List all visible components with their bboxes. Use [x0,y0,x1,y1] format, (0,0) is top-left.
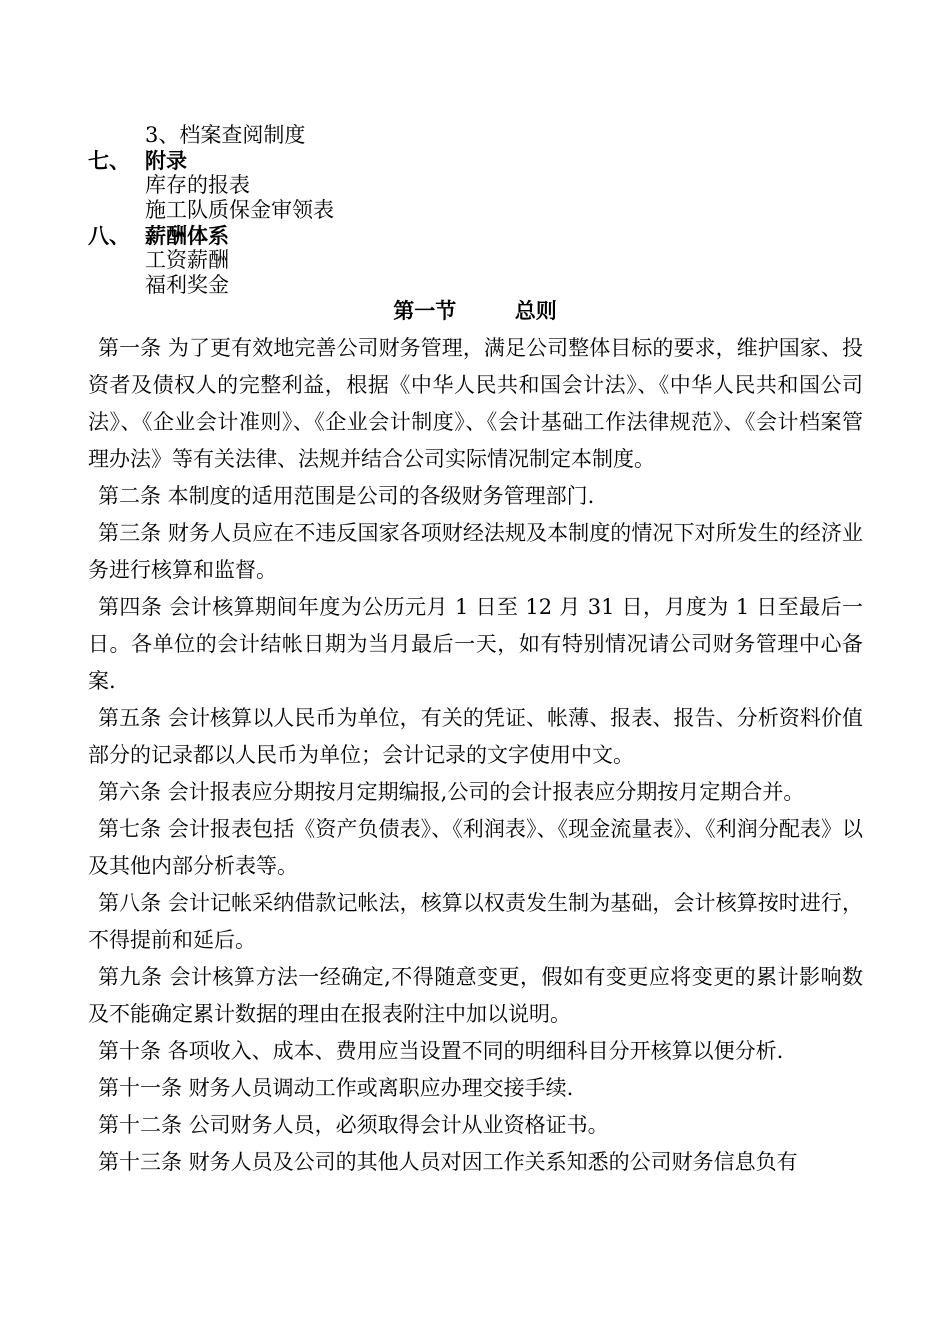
toc-item-bonus: 福利奖金 [145,273,229,297]
article-7: 第七条 会计报表包括《资产负债表》、《利润表》、《现金流量表》、《利润分配表》以及其他内部分析表等。 [88,817,863,878]
article-list [88,330,863,1181]
toc-section-8-title: 薪酬体系 [145,223,229,248]
article-3: 第三条 财务人员应在不违反国家各项财经法规及本制度的情况下对所发生的经济业务进行核算和监督。 [88,521,863,582]
article-2: 第二条 本制度的适用范围是公司的各级财务管理部门. [98,484,595,508]
article-9: 第九条 会计核算方法一经确定,不得随意变更，假如有变更应将变更的累计影响数及不能确定累计数据的理由在报表附注中加以说明。 [88,965,863,1026]
section-title: 第一节 总则 [393,298,557,323]
toc-section-7-number: 七、 [88,148,130,173]
article-6: 第六条 会计报表应分期按月定期编报,公司的会计报表应分期按月定期合并。 [98,780,805,804]
toc-item-deposit-form: 施工队质保金审领表 [145,198,334,222]
toc-item-inventory-report: 库存的报表 [145,173,250,197]
article-13: 第十三条 财务人员及公司的其他人员对因工作关系知悉的公司财务信息负有 [98,1150,798,1174]
article-12: 第十二条 公司财务人员，必须取得会计从业资格证书。 [98,1113,609,1137]
toc-section-8-number: 八、 [88,223,130,248]
article-10: 第十条 各项收入、成本、费用应当设置不同的明细科目分开核算以便分析. [98,1039,784,1063]
article-4: 第四条 会计核算期间年度为公历元月 1 日至 12 月 31 日，月度为 1 日至最后一日。各单位的会计结帐日期为当月最后一天，如有特别情况请公司财务管理中心备案. [88,595,863,693]
toc-item-archive-review: 3、档案查阅制度 [145,123,306,147]
article-11: 第十一条 财务人员调动工作或离职应办理交接手续. [98,1076,574,1100]
article-8: 第八条 会计记帐采纳借款记帐法，核算以权责发生制为基础，会计核算按时进行，不得提前和延后。 [88,891,863,952]
article-5: 第五条 会计核算以人民币为单位，有关的凭证、帐薄、报表、报告、分析资料价值部分的记录都以人民币为单位；会计记录的文字使用中文。 [88,706,863,767]
toc-section-7-title: 附录 [145,148,187,173]
toc-item-salary: 工资薪酬 [145,248,229,272]
article-1: 第一条 为了更有效地完善公司财务管理，满足公司整体目标的要求，维护国家、投资者及债权人的完整利益，根据《中华人民共和国会计法》、《中华人民共和国公司法》、《企业会计准则》、《企业会计制度》、《会计基础工作法律规范》、《会计档案管理办法》等有关法律、法规并结合公司实际情况制定本制度。 [88,336,863,471]
